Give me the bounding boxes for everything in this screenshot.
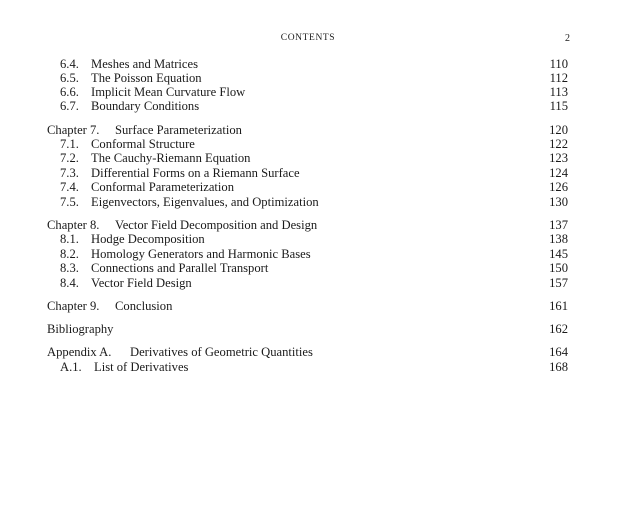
toc-chapter-number: Appendix A. xyxy=(47,345,112,359)
toc-entry-page: 122 xyxy=(549,137,568,151)
toc-entry-title: Meshes and Matrices xyxy=(91,57,199,71)
toc-entry-page: 138 xyxy=(549,232,568,246)
toc-entry-title: List of Derivatives xyxy=(94,360,189,374)
toc-entry-number: 7.3. xyxy=(60,166,79,180)
toc-entry-page: 110 xyxy=(549,57,568,71)
toc-chapter-number: Chapter 7. xyxy=(47,123,100,137)
toc-entry-8-3[interactable] xyxy=(0,261,624,276)
toc-chapter-number: Chapter 9. xyxy=(47,299,100,313)
toc-entry-number: 6.5. xyxy=(60,71,79,85)
toc-chapter-page: 164 xyxy=(549,345,568,359)
toc-entry-page: 145 xyxy=(549,247,568,261)
toc-entry-7-5[interactable] xyxy=(0,195,624,210)
toc-entry-page: 150 xyxy=(549,261,568,275)
toc-entry-title: Connections and Parallel Transport xyxy=(91,261,269,275)
toc-chapter-page: 137 xyxy=(549,218,568,232)
toc-appendix-a[interactable] xyxy=(0,345,624,360)
toc-entry-number: 8.2. xyxy=(60,247,79,261)
toc-bibliography[interactable] xyxy=(0,322,624,337)
toc-entry-7-2[interactable] xyxy=(0,151,624,166)
toc-entry-number: 7.4. xyxy=(60,180,79,194)
toc-entry-6-5[interactable] xyxy=(0,71,624,86)
toc-entry-number: 7.1. xyxy=(60,137,79,151)
toc-entry-number: 8.1. xyxy=(60,232,79,246)
toc-entry-8-4[interactable] xyxy=(0,276,624,291)
toc-entry-title: Implicit Mean Curvature Flow xyxy=(91,85,246,99)
toc-entry-number: 7.2. xyxy=(60,151,79,165)
toc-chapter-page: 120 xyxy=(549,123,568,137)
toc-chapter-number: Chapter 8. xyxy=(47,218,100,232)
toc-entry-7-4[interactable] xyxy=(0,180,624,195)
toc-entry-title: Differential Forms on a Riemann Surface xyxy=(91,166,300,180)
toc-entry-number: A.1. xyxy=(60,360,82,374)
toc-chapter-title: Vector Field Decomposition and Design xyxy=(115,218,318,232)
toc-entry-7-1[interactable] xyxy=(0,137,624,152)
toc-entry-title: Hodge Decomposition xyxy=(91,232,205,246)
running-header-title: CONTENTS xyxy=(280,33,336,43)
toc-entry-title: Boundary Conditions xyxy=(91,99,200,113)
toc-entry-number: 8.4. xyxy=(60,276,79,290)
toc-chapter-7[interactable] xyxy=(0,123,624,138)
toc-chapter-title: Bibliography xyxy=(47,322,114,336)
toc-entry-title: Conformal Parameterization xyxy=(91,180,235,194)
toc-chapter-page: 162 xyxy=(549,322,568,336)
toc-entry-number: 6.4. xyxy=(60,57,79,71)
toc-entry-title: Vector Field Design xyxy=(91,276,192,290)
toc-entry-page: 126 xyxy=(549,180,568,194)
toc-entry-8-2[interactable] xyxy=(0,247,624,262)
toc-entry-page: 124 xyxy=(549,166,568,180)
toc-entry-page: 130 xyxy=(549,195,568,209)
toc-entry-number: 8.3. xyxy=(60,261,79,275)
toc-chapter-title: Surface Parameterization xyxy=(115,123,242,137)
toc-entry-6-7[interactable] xyxy=(0,99,624,114)
toc-chapter-9[interactable] xyxy=(0,299,624,314)
toc-chapter-8[interactable] xyxy=(0,218,624,233)
toc-entry-6-4[interactable] xyxy=(0,57,624,72)
running-header-page-number: 2 xyxy=(565,33,570,44)
toc-entry-title: The Poisson Equation xyxy=(91,71,202,85)
toc-entry-title: Eigenvectors, Eigenvalues, and Optimization xyxy=(91,195,319,209)
toc-chapter-page: 161 xyxy=(549,299,568,313)
toc-entry-page: 123 xyxy=(549,151,568,165)
toc-entry-page: 157 xyxy=(549,276,568,290)
toc-entry-a-1[interactable] xyxy=(0,360,624,375)
toc-entry-page: 113 xyxy=(549,85,568,99)
toc-entry-page: 112 xyxy=(549,71,568,85)
toc-entry-title: The Cauchy-Riemann Equation xyxy=(91,151,251,165)
toc-entry-number: 6.6. xyxy=(60,85,79,99)
toc-chapter-title: Conclusion xyxy=(115,299,173,313)
toc-entry-8-1[interactable] xyxy=(0,232,624,247)
toc-entry-6-6[interactable] xyxy=(0,85,624,100)
toc-entry-title: Homology Generators and Harmonic Bases xyxy=(91,247,311,261)
toc-entry-page: 115 xyxy=(549,99,568,113)
toc-entry-7-3[interactable] xyxy=(0,166,624,181)
toc-entry-number: 6.7. xyxy=(60,99,79,113)
toc-chapter-title: Derivatives of Geometric Quantities xyxy=(130,345,313,359)
toc-entry-title: Conformal Structure xyxy=(91,137,195,151)
toc-entry-number: 7.5. xyxy=(60,195,79,209)
toc-entry-page: 168 xyxy=(549,360,568,374)
